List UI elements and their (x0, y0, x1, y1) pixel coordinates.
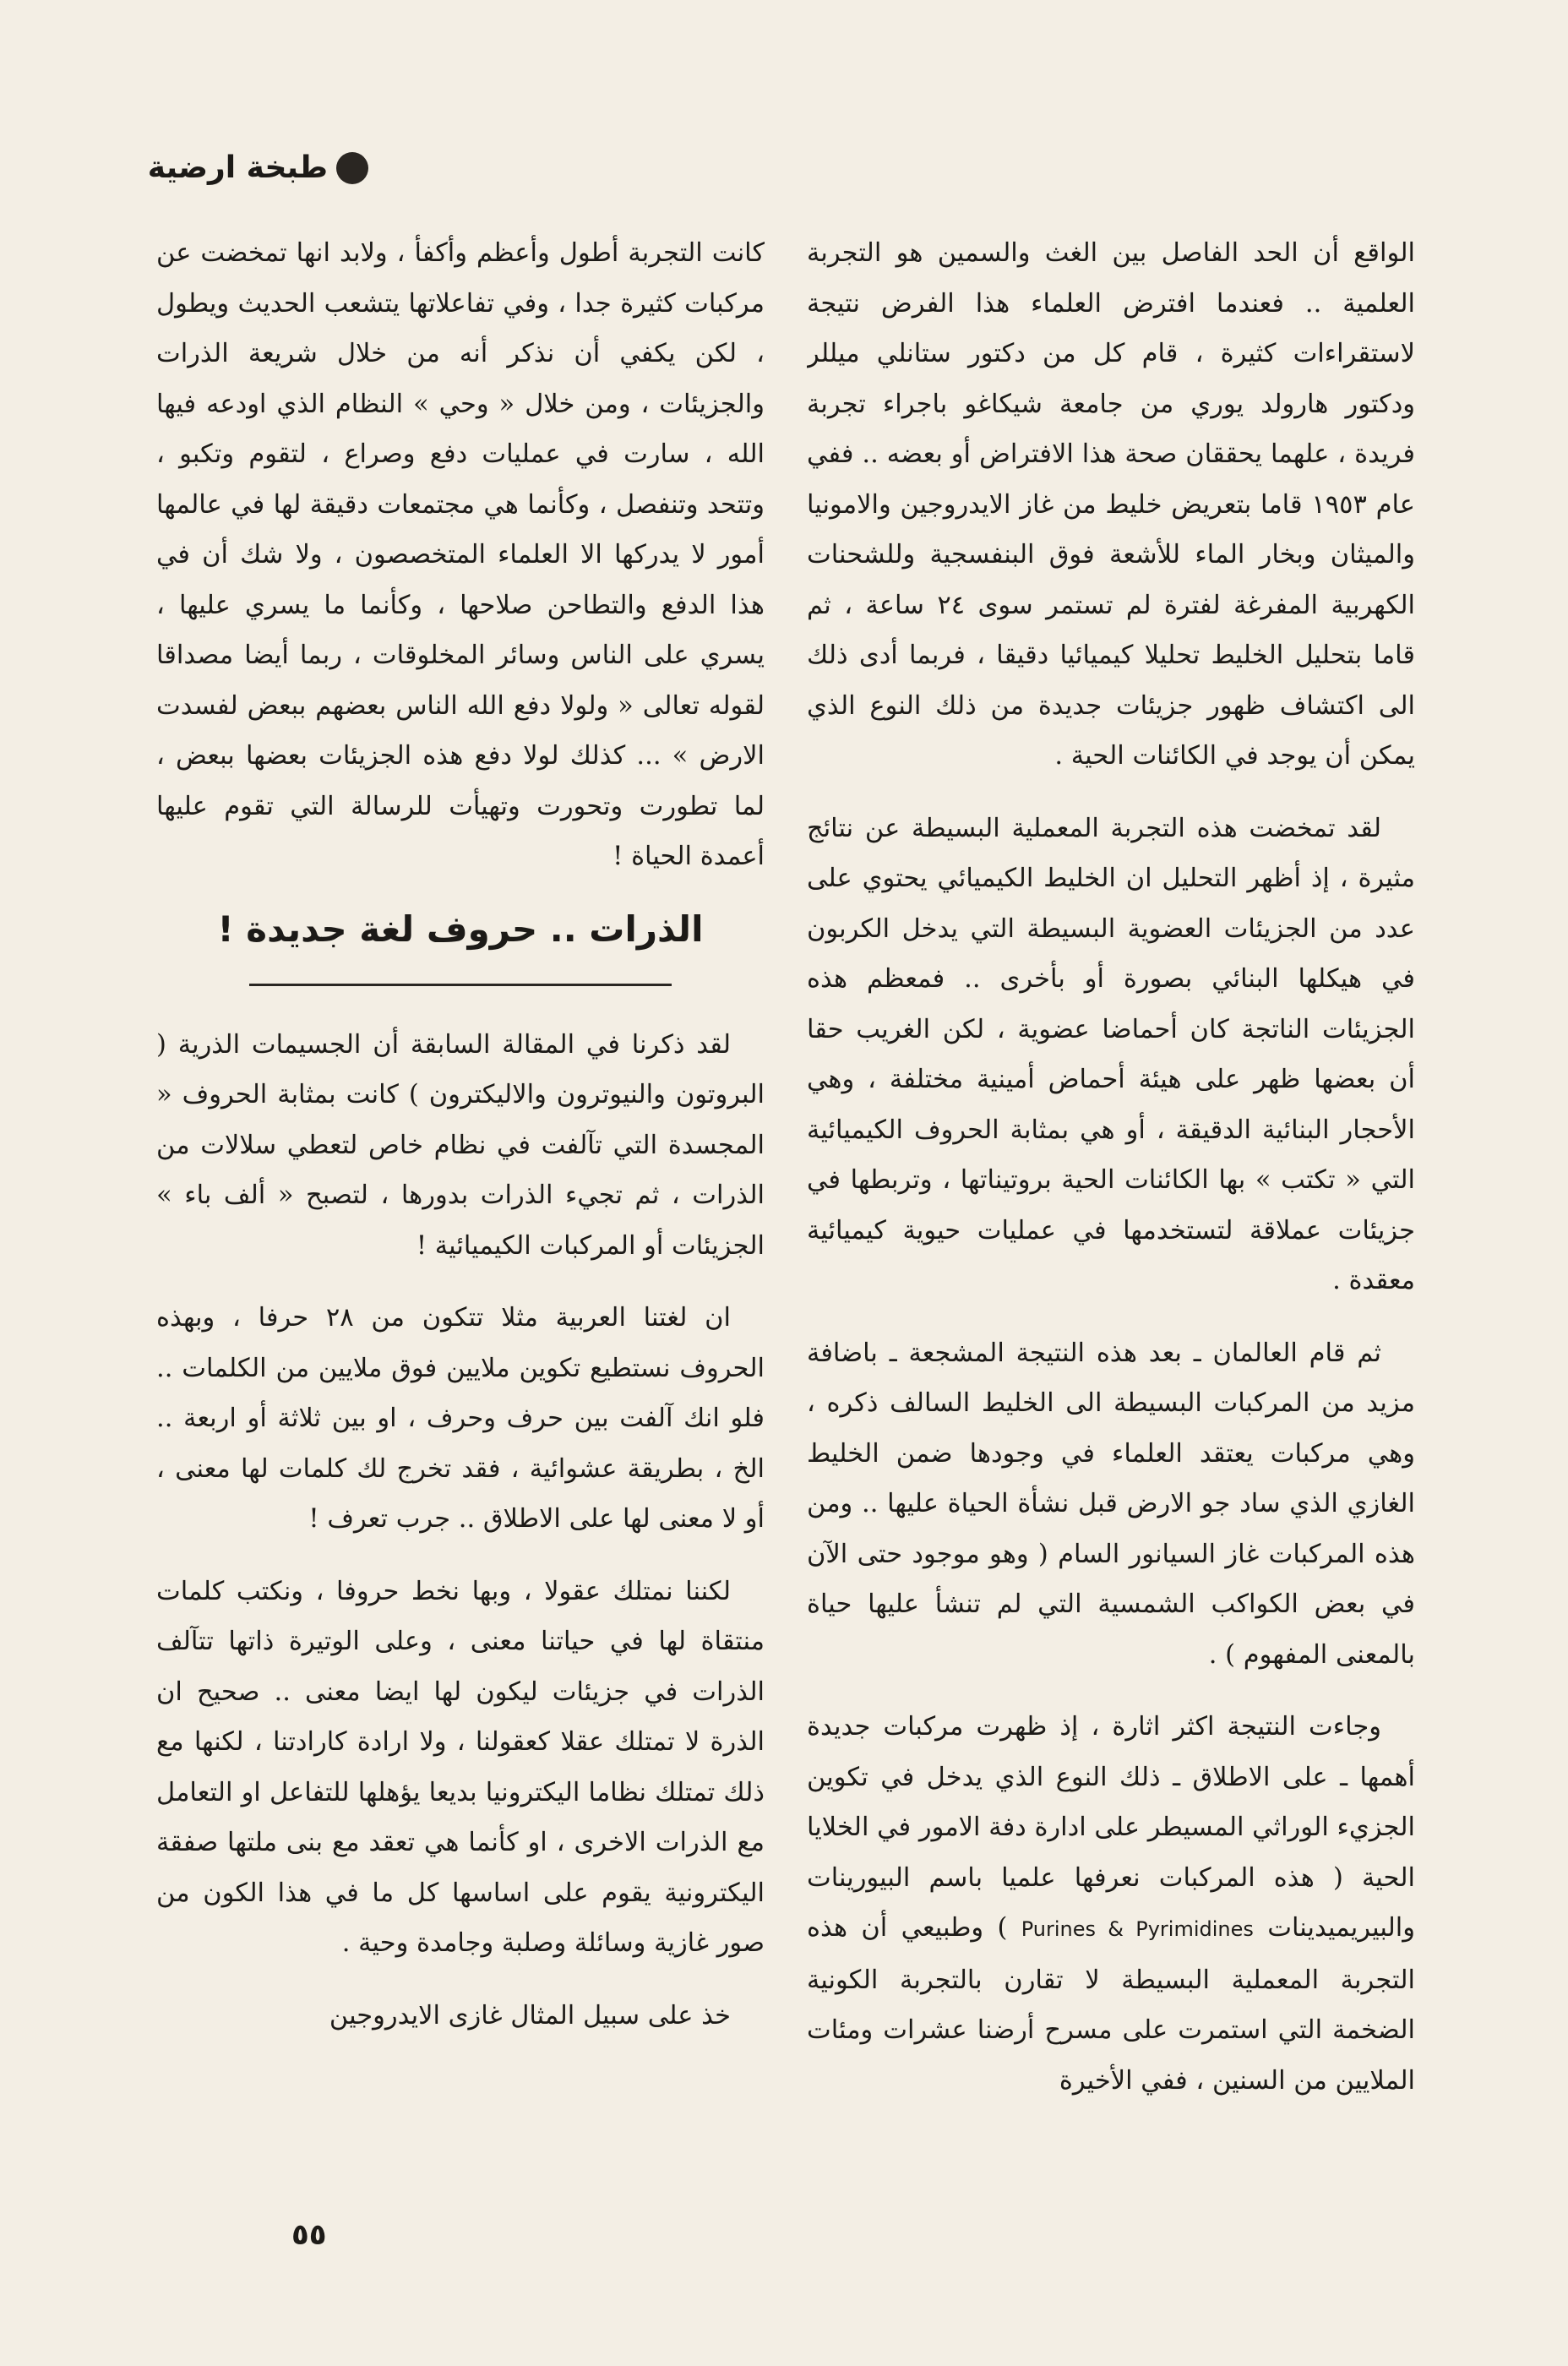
latin-term: Purines & Pyrimidines (1021, 1917, 1254, 1941)
paragraph-text: وجاءت النتيجة اكثر اثارة ، إذ ظهرت مركبات جديدة أهمها ـ على الاطلاق ـ ذلك النوع الذي يدخل في تكوين الجزيء الوراثي المسيطر على ادارة دفة الامور في الخلايا الحية ( هذه المركبات نعرفها علميا باسم البيورينات والبيريميدينات (807, 1712, 1415, 1943)
paragraph: كانت التجربة أطول وأعظم وأكفأ ، ولابد انها تمخضت عن مركبات كثيرة جدا ، وفي تفاعلاتها يتشعب الحديث ويطول ، لكن يكفي أن نذكر أنه من خلال شريعة الذرات والجزيئات ، ومن خلال « وحي » النظام الذي اودعه فيها الله ، سارت في عمليات دفع وصراع ، لتقوم وتكبو ، وتتحد وتنفصل ، وكأنما هي مجتمعات دقيقة لها في عالمها أمور لا يدركها الا العلماء المتخصصون ، ولا شك أن في هذا الدفع والتطاحن صلاحها ، وكأنما ما يسري عليها ، يسري على الناس وسائر المخلوقات ، ربما أيضا مصداقا لقوله تعالى « ولولا دفع الله الناس بعضهم ببعض لفسدت الارض » ... كذلك لولا دفع هذه الجزيئات بعضها ببعض ، لما تطورت وتحورت وتهيأت للرسالة التي تقوم عليها أعمدة الحياة ! (156, 238, 765, 871)
paragraph: ثم قام العالمان ـ بعد هذه النتيجة المشجعة ـ باضافة مزيد من المركبات البسيطة الى الخليط السالف ذكره ، وهي مركبات يعتقد العلماء في وجودها ضمن الخليط الغازي الذي ساد جو الارض قبل نشأة الحياة عليها .. ومن هذه المركبات غاز السيانور السام ( وهو موجود حتى الآن في بعض الكواكب الشمسية التي لم تنشأ عليها حياة بالمعنى المفهوم ) . (807, 1338, 1415, 1670)
paragraph: ان لغتنا العربية مثلا تتكون من ٢٨ حرفا ، وبهذه الحروف نستطيع تكوين ملايين فوق ملايين من الكلمات .. فلو انك آلفت بين حرف وحرف ، او بين ثلاثة أو اربعة .. الخ ، بطريقة عشوائية ، فقد تخرج لك كلمات لها معنى ، أو لا معنى لها على الاطلاق .. جرب تعرف ! (156, 1303, 765, 1534)
paragraph: خذ على سبيل المثال غازى الايدروجين (329, 2000, 731, 2031)
running-header (148, 150, 368, 185)
page-number: ٥٥ (291, 2218, 327, 2252)
right-column (807, 228, 1415, 2231)
section-title: الذرات .. حروف لغة جديدة ! (217, 908, 704, 950)
paragraph-text: ) وطبيعي أن هذه التجربة المعملية البسيطة لا تقارن بالتجربة الكونية الضخمة التي استمرت على مسرح أرضنا عشرات ومئات الملايين من السنين ، ففي الأخيرة (807, 1913, 1415, 2096)
paragraph: لكننا نمتلك عقولا ، وبها نخط حروفا ، ونكتب كلمات منتقاة لها في حياتنا معنى ، وعلى الوتيرة ذاتها تتآلف الذرات في جزيئات ليكون لها ايضا معنى .. صحيح ان الذرة لا تمتلك عقلا كعقولنا ، ولا ارادة كارادتنا ، لكنها مع ذلك تمتلك نظاما اليكترونيا بديعا يؤهلها للتفاعل او التعامل مع الذرات الاخرى ، او كأنما هي تعقد مع بنى ملتها صفقة اليكترونية يقوم على اساسها كل ما في هذا الكون من صور غازية وسائلة وصلبة وجامدة وحية . (156, 1576, 765, 1958)
running-header-title: طبخة ارضية (147, 150, 328, 185)
section-divider (249, 984, 672, 986)
dot-icon (336, 152, 368, 184)
paragraph: الواقع أن الحد الفاصل بين الغث والسمين هو التجربة العلمية .. فعندما افترض العلماء هذا الفرض نتيجة لاستقراءات كثيرة ، قام كل من دكتور ستانلي ميللر ودكتور هارولد يوري من جامعة شيكاغو باجراء تجربة فريدة ، علهما يحققان صحة هذا الافتراض أو بعضه .. ففي عام ١٩٥٣ قاما بتعريض خليط من غاز الايدروجين والامونيا والميثان وبخار الماء للأشعة فوق البنفسجية وللشحنات الكهربية المفرغة لفترة لم تستمر سوى ٢٤ ساعة ، ثم قاما بتحليل الخليط تحليلا كيميائيا دقيقا ، فربما أدى ذلك الى اكتشاف ظهور جزيئات جديدة من ذلك النوع الذي يمكن أن يوجد في الكائنات الحية . (807, 238, 1415, 771)
paragraph: لقد ذكرنا في المقالة السابقة أن الجسيمات الذرية ( البروتون والنيوترون والاليكترون ) كانت بمثابة الحروف « المجسدة التي تآلفت في نظام خاص لتعطي سلالات من الذرات ، ثم تجيء الذرات بدورها ، لتصبح « ألف باء » الجزيئات أو المركبات الكيميائية ! (156, 1029, 765, 1261)
paragraph: لقد تمخضت هذه التجربة المعملية البسيطة عن نتائج مثيرة ، إذ أظهر التحليل ان الخليط الكيميائي يحتوي على عدد من الجزيئات العضوية البسيطة التي يدخل الكربون في هيكلها البنائي بصورة أو بأخرى .. فمعظم هذه الجزيئات الناتجة كان أحماضا عضوية ، لكن الغريب حقا أن بعضها ظهر على هيئة أحماض أمينية مختلفة ، وهي الأحجار البنائية الدقيقة ، أو هي بمثابة الحروف الكيميائية التي « تكتب » بها الكائنات الحية بروتيناتها ، وتربطها في جزيئات عملاقة لتستخدمها في عمليات حيوية كيميائية معقدة . (807, 813, 1415, 1295)
paragraph (807, 1702, 1415, 2106)
left-column (156, 228, 765, 2231)
